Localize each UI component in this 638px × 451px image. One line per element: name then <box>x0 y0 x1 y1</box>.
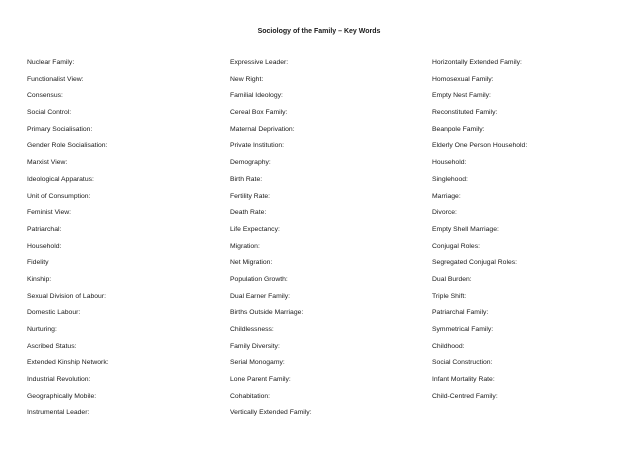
key-word-term: Births Outside Marriage: <box>230 309 304 317</box>
key-word-term: New Right: <box>230 75 264 83</box>
key-word-term: Empty Nest Family: <box>432 92 491 100</box>
key-word-term: Beanpole Family: <box>432 125 485 133</box>
key-word-term: Death Rate: <box>230 209 267 217</box>
key-word-term: Divorce: <box>432 209 457 217</box>
key-word-term: Demography: <box>230 159 271 167</box>
key-word-term: Instrumental Leader: <box>27 409 90 417</box>
key-word-term: Ascribed Status: <box>27 342 77 350</box>
key-word-term: Reconstituted Family: <box>432 109 498 117</box>
key-word-term: Singlehood: <box>432 175 468 183</box>
key-word-term: Patriarchal Family: <box>432 309 489 317</box>
key-word-term: Cohabitation: <box>230 392 271 400</box>
key-word-term: Household: <box>432 159 467 167</box>
key-word-term: Extended Kinship Network: <box>27 359 109 367</box>
key-word-term: Social Control: <box>27 109 72 117</box>
key-word-term: Family Diversity: <box>230 342 280 350</box>
key-word-term: Elderly One Person Household: <box>432 142 528 150</box>
key-word-term: Horizontally Extended Family: <box>432 59 522 66</box>
key-word-term: Domestic Labour: <box>27 309 81 317</box>
key-word-term: Consensus: <box>27 92 63 100</box>
key-word-term: Feminist View: <box>27 209 72 217</box>
key-word-term: Population Growth: <box>230 275 288 283</box>
key-word-term: Private Institution: <box>230 142 285 150</box>
key-word-term: Child-Centred Family: <box>432 392 498 400</box>
page-title: Sociology of the Family – Key Words <box>257 28 381 35</box>
key-word-term: Primary Socialisation: <box>27 125 93 133</box>
key-word-term: Industrial Revolution: <box>27 376 91 384</box>
key-word-term: Nurturing: <box>27 326 57 333</box>
key-word-term: Vertically Extended Family: <box>230 409 312 417</box>
key-word-term: Serial Monogamy: <box>230 359 285 367</box>
key-word-term: Empty Shell Marriage: <box>432 225 499 233</box>
key-word-term: Fertility Rate: <box>230 192 271 200</box>
key-word-term: Life Expectancy: <box>230 225 280 233</box>
key-word-term: Kinship: <box>27 275 52 283</box>
key-word-term: Familial Ideology: <box>230 92 283 100</box>
key-word-term: Childlessness: <box>230 326 274 333</box>
key-word-term: Nuclear Family: <box>27 59 75 66</box>
key-word-term: Functionalist View: <box>27 75 84 83</box>
key-word-term: Geographically Mobile: <box>27 392 97 400</box>
key-word-term: Dual Earner Family: <box>230 292 291 300</box>
key-word-term: Household: <box>27 242 62 250</box>
key-word-term: Migration: <box>230 242 260 250</box>
key-word-term: Childhood: <box>432 342 465 350</box>
key-word-term: Fidelity <box>27 259 49 267</box>
key-word-term: Sexual Division of Labour: <box>27 292 106 300</box>
key-word-term: Marriage: <box>432 192 461 200</box>
key-word-term: Patriarchal: <box>27 225 62 233</box>
key-word-term: Triple Shift: <box>432 292 467 300</box>
key-word-term: Infant Mortality Rate: <box>432 376 495 384</box>
key-word-term: Net Migration: <box>230 259 273 267</box>
key-word-term: Gender Role Socialisation: <box>27 142 108 150</box>
key-word-term: Homosexual Family: <box>432 75 494 83</box>
key-word-term: Symmetrical Family: <box>432 326 494 333</box>
key-words-column-3 <box>432 58 527 408</box>
key-word-term: Expressive Leader: <box>230 59 289 66</box>
key-word-term: Maternal Deprivation: <box>230 125 295 133</box>
key-word-term: Marxist View: <box>27 159 68 167</box>
key-word-term: Lone Parent Family: <box>230 376 291 384</box>
key-word-term: Segregated Conjugal Roles: <box>432 259 518 267</box>
key-word-term: Conjugal Roles: <box>432 242 480 250</box>
key-word-term: Dual Burden: <box>432 275 472 283</box>
key-word-term: Cereal Box Family: <box>230 109 288 117</box>
key-words-column-1 <box>27 58 109 425</box>
key-words-column-2 <box>230 58 312 425</box>
key-word-term: Birth Rate: <box>230 175 263 183</box>
key-word-term: Ideological Apparatus: <box>27 175 94 183</box>
key-word-term: Social Construction: <box>432 359 493 367</box>
key-word-term: Unit of Consumption: <box>27 192 91 200</box>
